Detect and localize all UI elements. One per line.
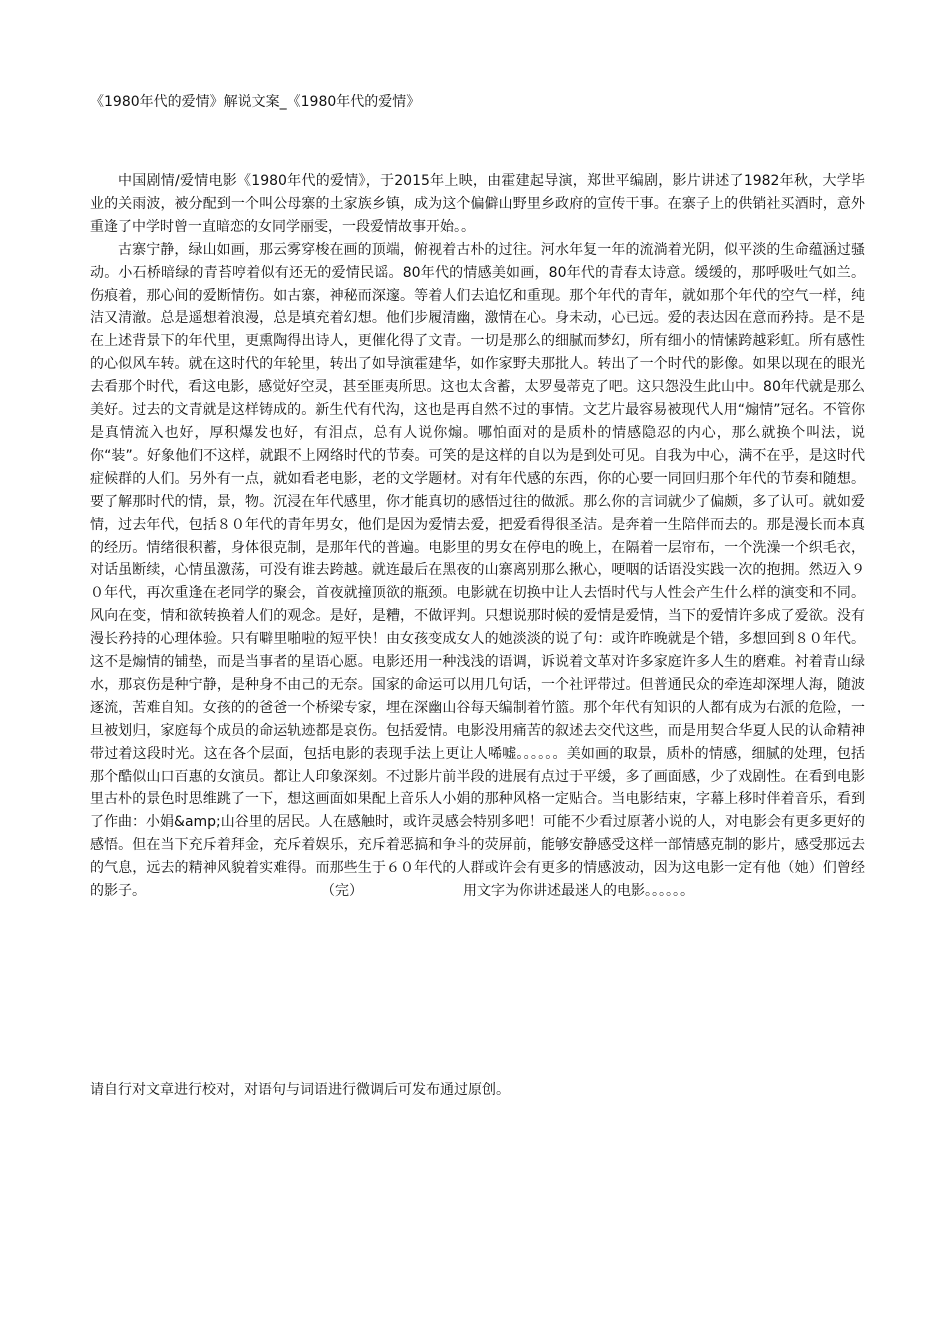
- end-mark: （完）: [321, 883, 363, 900]
- paragraph-review: [90, 239, 865, 903]
- closing-line: 用文字为你讲述最迷人的电影。。。。。。: [463, 883, 694, 900]
- review-text: 古寨宁静，绿山如画，那云雾穿梭在画的顶端，俯视着古朴的过往。河水年复一年的流淌着光阴，似平淡的生命蕴涵过骚动。小石桥暗绿的青苔哼着似有还无的爱情民谣。80年代的情感美如画，80年代的青春太诗意。缓缓的，那呼吸吐气如兰。伤痕着，那心间的爱断情伤。如古寨，神秘而深邃。等着人们去追忆和重现。那个年代的青年，就如那个年代的空气一样，纯洁又清澈。总是遥想着浪漫，总是填充着幻想。他们步履清幽，激情在心。身未动，心已远。爱的表达因在意而矜持。是不是在上述背景下的年代里，更熏陶得出诗人，更催化得了文青。一切是那么的细腻而梦幻，所有细小的情愫跨越彩虹。所有感性的心似风车转。就在这时代的年轮里，转出了如导演霍建华，如作家野夫那批人。转出了一个时代的影像。如果以现在的眼光去看那个时代，看这电影，感觉好空灵，甚至匪夷所思。这也太含蓄，太罗曼蒂克了吧。这只怨没生此山中。80年代就是那么美好。过去的文青就是这样铸成的。新生代有代沟，这也是再自然不过的事情。文艺片最容易被现代人用“煽情”冠名。不管你是真情流入也好，厚积爆发也好，有泪点，总有人说你煽。哪怕面对的是质朴的情感隐忍的内心，那么就换个叫法，说你“装”。好象他们不这样，就跟不上网络时代的节奏。可笑的是这样的自以为是到处可见。自我为中心，满不在乎，是这时代症候群的人们。另外有一点，就如看老电影，老的文学题材。对有年代感的东西，你的心要一同回归那个年代的节奏和随想。要了解那时代的情，景，物。沉浸在年代感里，你才能真切的感悟过往的做派。那么你的言词就少了偏颇，多了认可。就如爱情，过去年代，包括８０年代的青年男女，他们是因为爱情去爱，把爱看得很圣洁。是奔着一生陪伴而去的。那是漫长而本真的经历。情绪很积蓄，身体很克制，是那年代的普遍。电影里的男女在停电的晚上，在隔着一层帘布，一个洗澡一个织毛衣，对话虽断续，心情虽激荡，可没有谁去跨越。就连最后在黑夜的山寨离别那么揪心，哽咽的话语没实践一次的抱拥。然迈入９０年代，再次重逢在老同学的聚会，首夜就撞顶欲的瓶颈。电影就在切换中让人去悟时代与人性会产生什么样的演变和不同。风向在变，情和欲转换着人们的观念。是好，是糟，不做评判。只想说那时候的爱情是爱情，当下的爱情许多成了爱欲。没有漫长矜持的心理体验。只有噼里啪啦的短平快！由女孩变成女人的她淡淡的说了句：或许昨晚就是个错，多想回到８０年代。这不是煽情的铺垫，而是当事者的星语心愿。电影还用一种浅浅的语调，诉说着文革对许多家庭许多人生的磨难。衬着青山绿水，那哀伤是种宁静，是种身不由己的无奈。国家的命运可以用几句话，一个社评带过。但普通民众的牵连却深埋人海，随波逐流，苦难自知。女孩的的爸爸一个桥梁专家，埋在深幽山谷每天编制着竹篮。那个年代有知识的人都有成为右派的危险，一旦被划归，家庭每个成员的命运轨迹都是哀伤。包括爱情。电影没用痛苦的叙述去交代这些，而是用契合华夏人民的认命精神带过着这段时光。这在各个层面，包括电影的表现手法上更让人唏嘘。。。。。。美如画的取景，质朴的情感，细腻的处理，包括那个酷似山口百惠的女演员。都让人印象深刻。不过影片前半段的进展有点过于平缓，多了画面感，少了戏剧性。在看到电影里古朴的景色时思维跳了一下，想这画面如果配上音乐人小娟的那种风格一定贴合。当电影结束，字幕上移时伴着音乐，看到了作曲：小娟&amp;山谷里的居民。人在感触时，或许灵感会特别多吧！可能不少看过原著小说的人，对电影会有更多更好的感悟。但在当下充斥着拜金，充斥着娱乐，充斥着恶搞和争斗的荧屏前，能够安静感受这样一部情感克制的影片，感受那远去的气息，远去的精神风貌着实难得。而那些生于６０年代的人群或许会有更多的情感波动，因为这电影一定有他（她）们曾经的影子。: [90, 241, 865, 900]
- paragraph-intro: 中国剧情/爱情电影《1980年代的爱情》，于2015年上映，由霍建起导演，郑世平编剧，影片讲述了1982年秋，大学毕业的关雨波，被分配到一个叫公母寨的土家族乡镇，成为这个偏僻山野里乡政府的宣传干事。在寨子上的供销社买酒时，意外重逢了中学时曾一直暗恋的女同学丽雯，一段爱情故事开始。。: [90, 173, 865, 235]
- document-body: [90, 170, 865, 903]
- document-title: 《1980年代的爱情》解说文案_《1980年代的爱情》: [90, 94, 421, 110]
- footer-note: 请自行对文章进行校对，对语句与词语进行微调后可发布通过原创。: [90, 1082, 510, 1098]
